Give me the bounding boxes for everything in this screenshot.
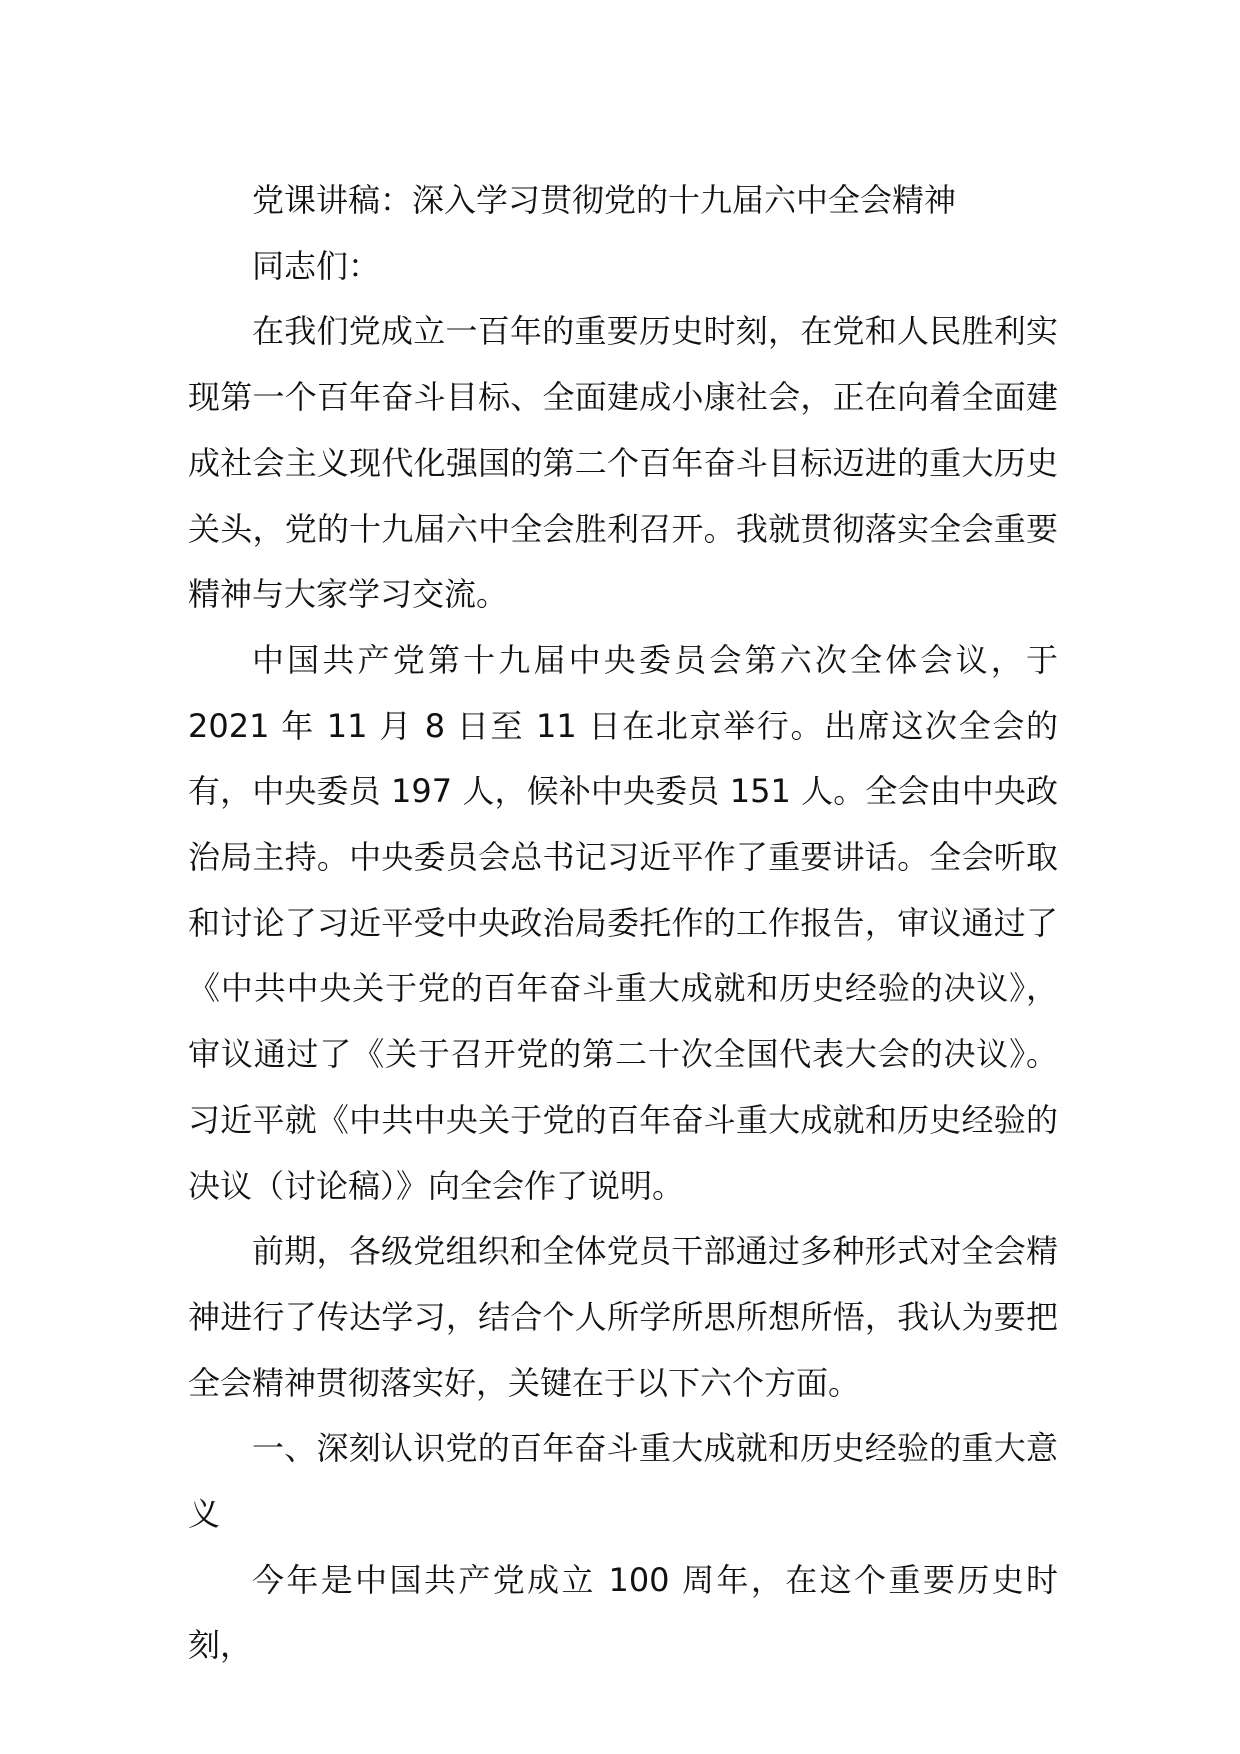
paragraph-plenum: 中国共产党第十九届中央委员会第六次全体会议，于 2021 年 11 月 8 日至 11 日在北京举行。出席这次全会的有，中央委员 197 人，候补中央委员 151 人。全会由中央政治局主持。中央委员会总书记习近平作了重要讲话。全会听取和讨论了习近平受中央政治局委托作的工作报告，审议通过了《中共中央关于党的百年奋斗重大成就和历史经验的决议》，审议通过了《关于召开党的第二十次全国代表大会的决议》。习近平就《中共中央关于党的百年奋斗重大成就和历史经验的决议（讨论稿）》向全会作了说明。 bbox=[188, 640, 1058, 1205]
paragraph-intro: 在我们党成立一百年的重要历史时刻，在党和人民胜利实现第一个百年奋斗目标、全面建成小康社会，正在向着全面建成社会主义现代化强国的第二个百年奋斗目标迈进的重大历史关头，党的十九届六中全会胜利召开。我就贯彻落实全会重要精神与大家学习交流。 bbox=[188, 312, 1058, 614]
paragraph-centenary: 今年是中国共产党成立 100 周年，在这个重要历史时刻， bbox=[188, 1560, 1058, 1665]
document-title: 党课讲稿：深入学习贯彻党的十九届六中全会精神 bbox=[252, 181, 957, 219]
document-body bbox=[188, 168, 1058, 1679]
section-heading: 一、深刻认识党的百年奋斗重大成就和历史经验的重大意义 bbox=[188, 1429, 1058, 1534]
salutation: 同志们： bbox=[252, 246, 381, 285]
paragraph-study: 前期，各级党组织和全体党员干部通过多种形式对全会精神进行了传达学习，结合个人所学所思所想所悟，我认为要把全会精神贯彻落实好，关键在于以下六个方面。 bbox=[188, 1232, 1058, 1402]
